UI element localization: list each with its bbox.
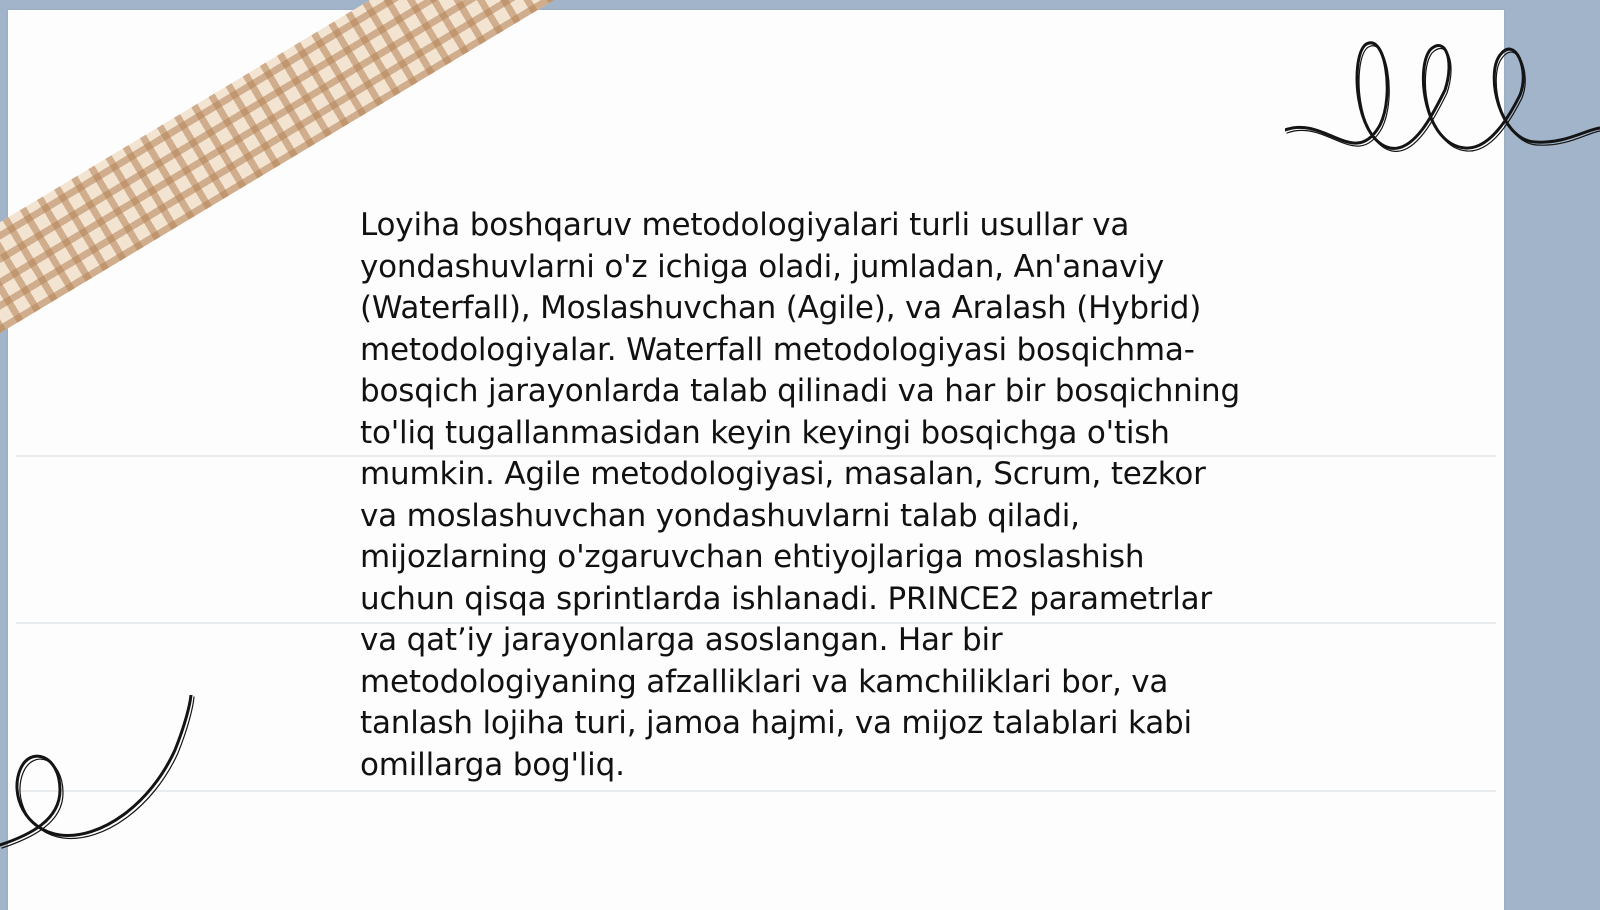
- squiggle-loops-icon: [1285, 30, 1600, 160]
- squiggle-loop-stroke-icon: [0, 695, 200, 855]
- paper-rule-line: [16, 790, 1496, 792]
- main-paragraph: Loyiha boshqaruv metodologiyalari turli usullar va yondashuvlarni o'z ichiga oladi, jumladan, An'anaviy (Waterfall), Moslashuvchan (Agile), va Aralash (Hybrid) metodologiyalar. Waterfall metodologiyasi bosqichma-bosqich jarayonlarda talab qilinadi va har bir bosqichning to'liq tugallanmasidan keyin keyingi bosqichga o'tish mumkin. Agile metodologiyasi, masalan, Scrum, tezkor va moslashuvchan yondashuvlarni talab qiladi, mijozlarning o'zgaruvchan ehtiyojlariga moslashish uchun qisqa sprintlarda ishlanadi. PRINCE2 parametrlar va qat’iy jarayonlarga asoslangan. Har bir metodologiyaning afzalliklari va kamchiliklari bor, va tanlash lojiha turi, jamoa hajmi, va mijoz talablari kabi omillarga bog'liq.: [360, 207, 1240, 783]
